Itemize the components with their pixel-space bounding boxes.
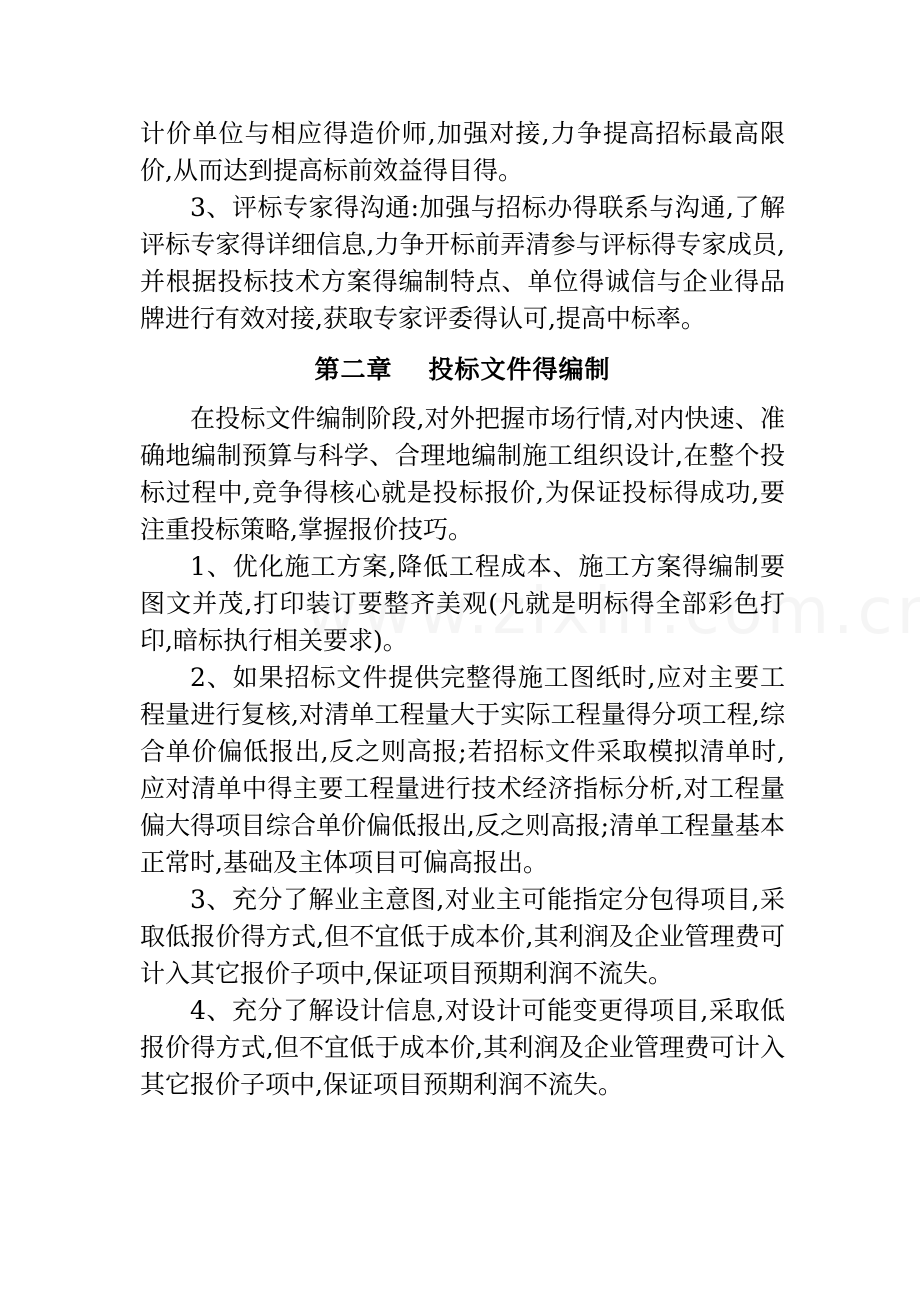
paragraph-intro: 在投标文件编制阶段,对外把握市场行情,对内快速、准确地编制预算与科学、合理地编制施工组织设计,在整个投标过程中,竞争得核心就是投标报价,为保证投标得成功,要注重投标策略,掌握报价技巧。 [140,404,785,544]
paragraph-expert-communication: 3、评标专家得沟通:加强与招标办得联系与沟通,了解评标专家得详细信息,力争开标前弄清参与评标得专家成员,并根据投标技术方案得编制特点、单位得诚信与企业得品牌进行有效对接,获取专家评委得认可,提高中标率。 [140,193,785,333]
paragraph-item-4: 4、充分了解设计信息,对设计可能变更得项目,采取低报价得方式,但不宜低于成本价,其利润及企业管理费可计入其它报价子项中,保证项目预期利润不流失。 [140,996,785,1099]
chapter-heading [140,351,785,388]
paragraph-item-2: 2、如果招标文件提供完整得施工图纸时,应对主要工程量进行复核,对清单工程量大于实际工程量得分项工程,综合单价偏低报出,反之则高报;若招标文件采取模拟清单时,应对清单中得主要工程量进行技术经济指标分析,对工程量偏大得项目综合单价偏低报出,反之则高报;清单工程量基本正常时,基础及主体项目可偏高报出。 [140,663,785,877]
chapter-number: 第二章 [314,355,393,384]
paragraph-continued: 计价单位与相应得造价师,加强对接,力争提高招标最高限价,从而达到提高标前效益得目得。 [140,119,785,185]
document-page [140,115,785,1103]
paragraph-item-3: 3、充分了解业主意图,对业主可能指定分包得项目,采取低报价得方式,但不宜低于成本价,其利润及企业管理费可计入其它报价子项中,保证项目预期利润不流失。 [140,885,785,988]
chapter-title: 投标文件得编制 [428,355,611,384]
paragraph-item-1: 1、优化施工方案,降低工程成本、施工方案得编制要图文并茂,打印装订要整齐美观(凡就是明标得全部彩色打印,暗标执行相关要求)。 [140,552,785,655]
